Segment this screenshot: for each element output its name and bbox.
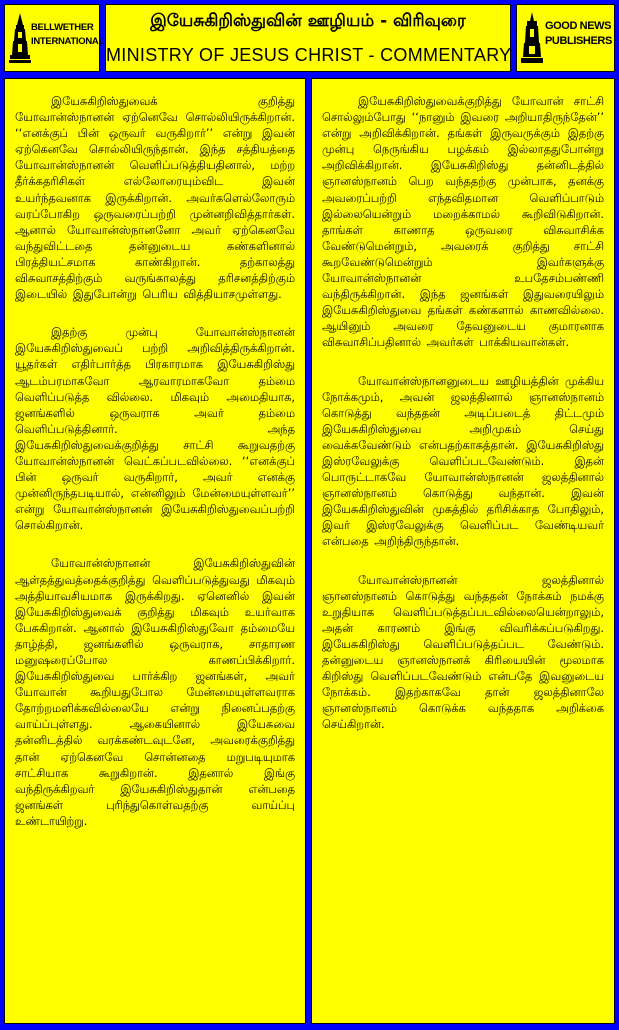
right-paragraph-2: யோவான்ஸ்நானனுடைய ஊழியத்தின் முக்கிய நோக்கமும், அவன் ஜலத்தினால் ஞானஸ்நானம் கொடுத்து வந்ததன் அடிப்படைத் திட்டமும் இயேசுகிறிஸ்துவை அறிமுகம் செய்து வைக்கவேண்டும் என்பதற்காகத்தான். இயேசுகிறிஸ்து இஸ்ரவேலுக்கு வெளிப்படவேண்டும். இதன் பொருட்டாகவே யோவான்ஸ்நானன் ஜலத்தினால் ஞானஸ்நானம் கொடுத்து வந்தான். இவன் இயேசுகிறிஸ்துவின் முகத்தில் தரிசிக்காத போதிலும், இவர் இஸ்ரவேலுக்கு வெளிப்பட வேண்டியவர் என்பதை அறிந்திருந்தான். <box>322 373 604 549</box>
good-news-logo <box>516 4 615 72</box>
left-logo-line1: BELLWETHER <box>31 22 94 33</box>
left-paragraph-2: இதற்கு முன்பு யோவான்ஸ்நானன் இயேசுகிறிஸ்துவைப் பற்றி அறிவித்திருக்கிறான். யூதர்கள் எதிர்பார்த்த பிரகாரமாக இயேசுகிறிஸ்து ஆடம்பரமாகவோ ஆரவாரமாகவோ தம்மை வெளிப்படுத்த வில்லை. மிகவும் அமைதியாக, ஜனங்களில் ஒருவராக அவர் தம்மை வெளிப்படுத்தினார். அந்த இயேசுகிறிஸ்துவைக்குறித்து சாட்சி கூறுவதற்கு யோவான்ஸ்நானன் வெட்கப்படவில்லை. ‘‘எனக்குப் பின் ஒருவர் வருகிறார், அவர் எனக்கு முன்னிருந்தபடியால், என்னிலும் மேன்மையுள்ளவர்’’ என்று யோவான்ஸ்நானன் இயேசுகிறிஸ்துவைப்பற்றி சொல்கிறான். <box>15 325 295 533</box>
page-title-tamil: இயேசுகிறிஸ்துவின் ஊழியம் - விரிவுரை <box>150 11 466 31</box>
left-paragraph-1: இயேசுகிறிஸ்துவைக் குறித்து யோவான்ஸ்நானன் ஏற்னெவே சொல்லியிருக்கிறான். ‘‘எனக்குப் பின் ஒருவர் வருகிறார்’’ என்று இவன் ஏற்கெனவே சொல்லியிருந்தான். இந்த சத்தியத்தை யோவான்ஸ்நானன் வெளிப்படுத்தியதினால், மற்ற தீர்க்கதரிசிகள் எல்லோரையும்விட இவன் உயர்ந்தவனாக இருக்கிறான். அவர்களெல்லோரும் வரப்போகிற ஒருவரைப்பற்றி முன்னறிவித்தார்கள். ஆனால் யோவான்ஸ்நானனோ அவர் ஏற்கெனவே வந்துவிட்டதை தன்னுடைய கண்களினால் பிரத்தியட்சமாக காண்கிறான். தற்காலத்து விசுவாசத்திற்கும் வருங்காலத்து தரிசனத்திற்கும் இடையில் இதுபோன்று பெரிய வித்தியாசமுள்ளது. <box>15 94 295 302</box>
right-column <box>311 78 615 1024</box>
left-column <box>4 78 306 1024</box>
page-header <box>0 0 619 78</box>
tower-icon <box>521 11 543 65</box>
left-paragraph-3: யோவான்ஸ்நானன் இயேசுகிறிஸ்துவின் ஆள்தத்துவத்தைக்குறித்து வெளிப்படுத்துவது மிகவும் அத்தியாவசியமாக இருக்கிறது. ஏனெனில் இவன் இயேசுகிறிஸ்துவைக் குறித்து மிகவும் உயர்வாக பேசுகிறான். ஆனால் இயேசுகிறிஸ்துவோ தம்மையே தாழ்த்தி, ஜனங்களில் ஒருவராக, சாதாரண மனுஷரைப்போல காணப்பிக்கிறார். இயேசுகிறிஸ்துவை பார்க்கிற ஜனங்கள், அவர் யோவான் கூறியதுபோல மேன்மையுள்ளவராக தோற்றமளிக்கவில்லையே என்று நினைப்பதற்கு வாய்ப்புள்ளது. ஆகையினால் இயேசுவை தன்னிடத்தில் வரக்கண்டவுடனே, அவரைக்குறித்து தான் ஏற்கெனவே சொன்னதை மறுபடியுமாக சாட்சியாக கூறுகிறான். இதனால் இங்கு வந்திருக்கிறவர் இயேசுகிறிஸ்துதான் என்பதை ஜனங்கள் புரிந்துகொள்வதற்கு வாய்ப்பு உண்டாயிற்று. <box>15 556 295 828</box>
title-box <box>105 4 511 72</box>
right-paragraph-1: இயேசுகிறிஸ்துவைக்குறித்து யோவான் சாட்சி சொல்லும்போது ‘‘நானும் இவரை அறியாதிருந்தேன்’’ என்று அறிவிக்கிறான். தங்கள் இருவருக்கும் இதற்கு முன்பு நெருங்கிய பழக்கம் இல்லாததுபோன்று அறிவிக்கிறான். இயேசுகிறிஸ்து தன்னிடத்தில் ஞானஸ்நானம் பெற வந்ததற்கு முன்பாக, தனக்கு அவரைப்பற்றி எந்தவிதமான வெளிப்பாடும் இல்லையென்றும் மறைக்காமல் கூறிவிடுகிறான். தாங்கள் காணாத ஒருவரை விசுவாசிக்க வேண்டுமென்றும், அவரைக் குறித்து சாட்சி கூறவேண்டுமென்றும் இவர்களுக்கு யோவான்ஸ்நானன் உபதேசம்பண்ணி வந்திருக்கிறான். இந்த ஜனங்கள் இதுவரையிலும் இயேசுகிறிஸ்துவை தங்கள் கண்களால் காணவில்லை. ஆயினும் அவரை தேவனுடைய குமாரனாக விசுவாசிப்பதினால் அவர்கள் பாக்கியவான்கள். <box>322 94 604 350</box>
right-paragraph-3: யோவான்ஸ்நானன் ஜலத்தினால் ஞானஸ்நானம் கொடுத்து வந்ததன் நோக்கம் நமக்கு உறுதியாக வெளிப்படுத்தப்படவில்லையென்றாலும், அதன் காரணம் இங்கு விவரிக்கப்படுகிறது. இயேசுகிறிஸ்து வெளிப்படுத்தப்பட வேண்டும். தன்னுடைய ஞானஸ்நானக் கிரியையின் மூலமாக கிறிஸ்து வெளிப்படவேண்டும் என்பதே இவனுடைய நோக்கம். இதற்காகவே தான் ஜலத்தினாலே ஞானஸ்நானம் கொடுக்க வந்ததாக அறிக்கை செய்கிறான். <box>322 572 604 732</box>
bell-tower-icon <box>9 11 31 65</box>
bellwether-logo <box>4 4 104 72</box>
page-title-english: MINISTRY OF JESUS CHRIST - COMMENTARY <box>106 45 512 65</box>
right-logo-line1: GOOD NEWS <box>545 20 612 32</box>
right-logo-line2: PUBLISHERS <box>545 35 612 47</box>
left-logo-line2: INTERNATIONAL <box>31 36 104 47</box>
